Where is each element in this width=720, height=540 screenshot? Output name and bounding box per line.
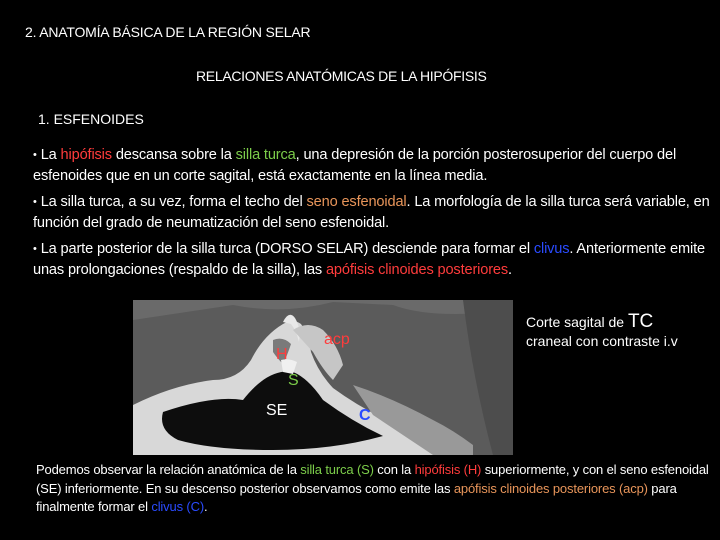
label-h: H [276, 346, 288, 363]
text: superiormente, y con el seno esfenoidal (SE) inferiormente. En su descenso posterior observamos como emite las [36, 462, 709, 496]
text: . [204, 499, 208, 514]
paragraph-dorso-selar [33, 239, 720, 281]
text: Podemos observar la relación anatómica de la [36, 462, 301, 477]
text: . La morfología de la silla turca será variable, en función del grado de neumatización del seno esfenoidal. [33, 194, 710, 231]
term-apofisis: apófisis clinoides posteriores [325, 262, 509, 278]
text: La parte posterior de la silla turca (DORSO SELAR) desciende para formar el [40, 241, 534, 257]
term-clivus: clivus [533, 241, 570, 257]
text: La [40, 147, 61, 163]
text: descansa sobre la [111, 147, 236, 163]
term-silla-turca: silla turca [235, 147, 296, 163]
term-clivus: clivus (C) [151, 499, 205, 514]
ct-scan-drawing [133, 300, 513, 455]
term-hipofisis: hipófisis [60, 147, 112, 163]
caption-tc: TC [627, 311, 654, 332]
label-se: SE [266, 402, 288, 419]
text: con la [373, 462, 415, 477]
term-silla-turca: silla turca (S) [300, 462, 374, 477]
image-caption [526, 312, 716, 351]
term-seno-esfenoidal: seno esfenoidal [306, 194, 407, 210]
term-hipofisis: hipófisis (H) [414, 462, 482, 477]
paragraph-seno [33, 192, 720, 234]
text: . [508, 262, 512, 278]
text: , una depresión de la porción posterosuperior del cuerpo del esfenoides que en un corte sagital, está exactamente en la línea media. [33, 147, 677, 184]
section-title: 2. ANATOMÍA BÁSICA DE LA REGIÓN SELAR [25, 24, 311, 40]
bullet: • [33, 196, 37, 208]
paragraph-hipofisis [33, 145, 720, 187]
label-s: S [288, 372, 299, 389]
label-acp: acp [324, 331, 350, 348]
caption-text: Corte sagital de [526, 314, 628, 330]
caption-text-2: craneal con contraste i.v [526, 333, 678, 349]
subtitle: RELACIONES ANATÓMICAS DE LA HIPÓFISIS [196, 68, 487, 84]
text: . Anteriormente emite unas prolongaciones (respaldo de la silla), las [33, 241, 705, 278]
bullet: • [33, 243, 37, 255]
list-heading: 1. ESFENOIDES [38, 111, 144, 127]
text: La silla turca, a su vez, forma el techo del [40, 194, 307, 210]
text: para finalmente formar el [36, 480, 677, 514]
label-c: C [359, 407, 371, 424]
term-apofisis: apófisis clinoides posteriores (acp) [453, 480, 648, 496]
bullet: • [33, 149, 37, 161]
footer-description [36, 461, 716, 517]
ct-scan-image [133, 300, 513, 455]
